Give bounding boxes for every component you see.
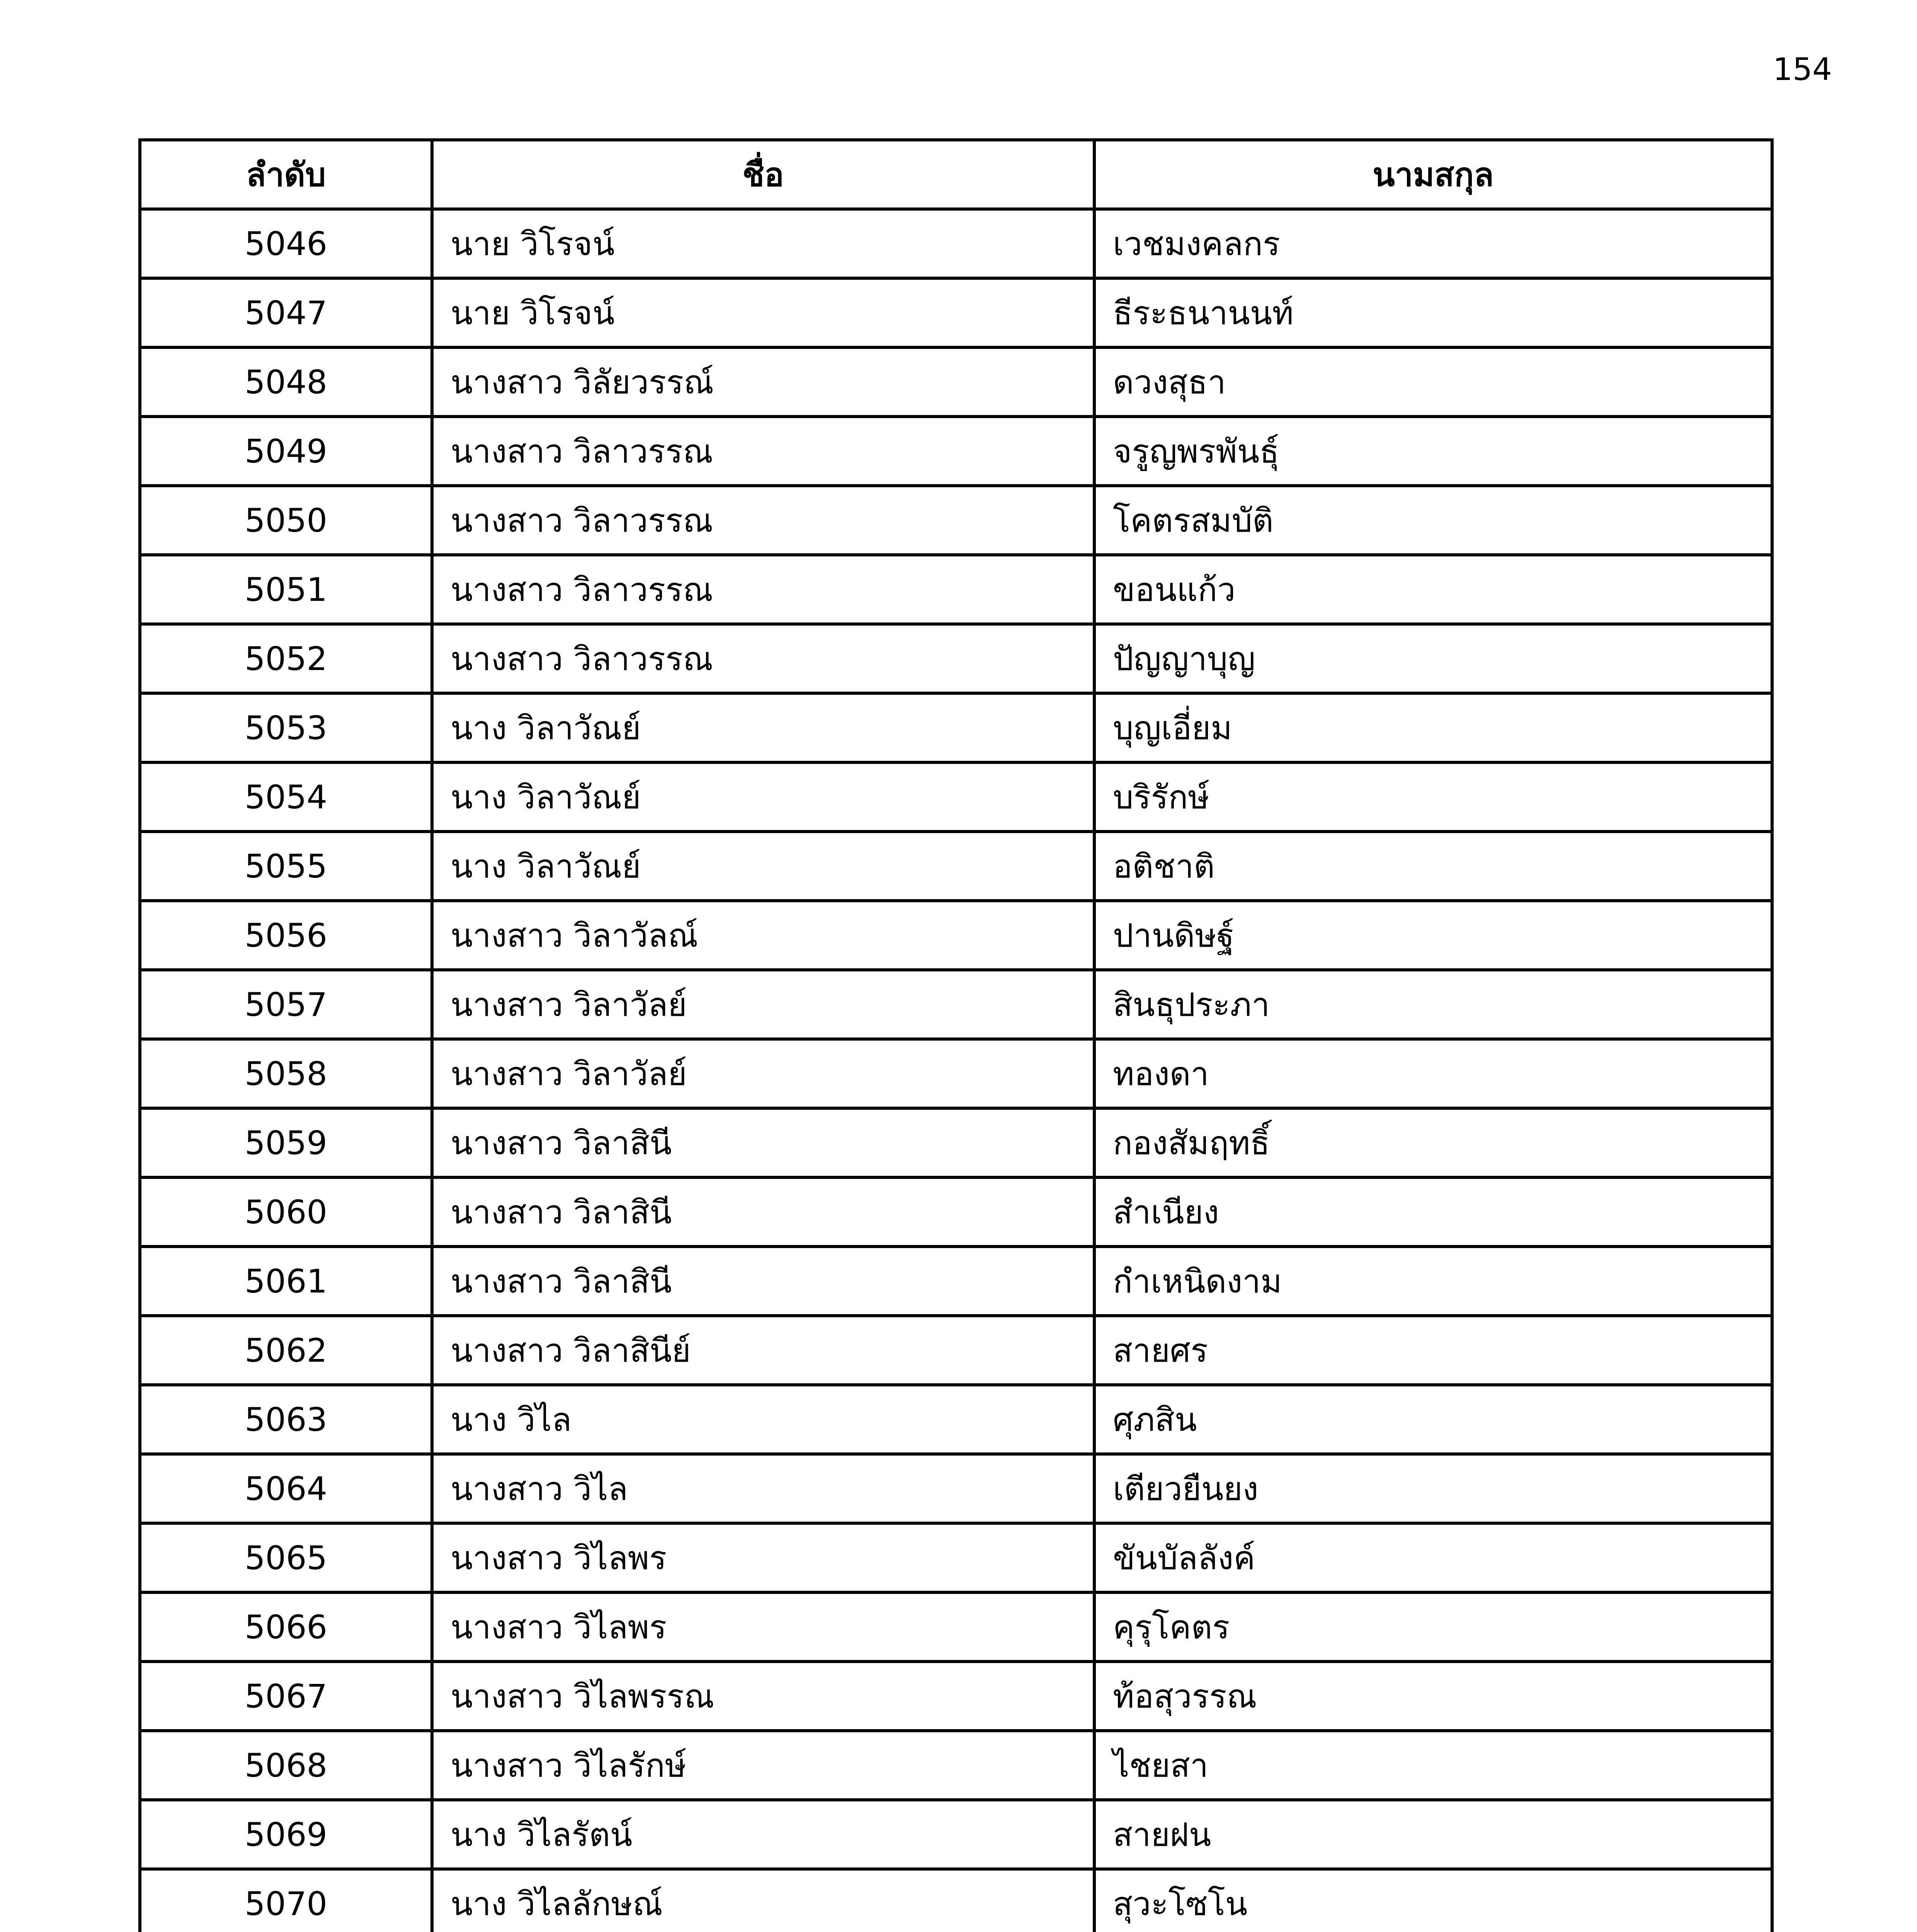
last-name-cell: สายฝน	[1094, 1800, 1772, 1869]
last-name-cell: เตียวยืนยง	[1094, 1454, 1772, 1523]
row-number-cell: 5060	[140, 1177, 432, 1247]
first-name-cell: นาง วิลาวัณย์	[432, 693, 1094, 762]
last-name-cell: สินธุประภา	[1094, 970, 1772, 1039]
first-name-cell: นางสาว วิลาสินี	[432, 1247, 1094, 1316]
first-name-cell: นางสาว วิไลรักษ์	[432, 1731, 1094, 1800]
table-row	[140, 693, 1772, 762]
last-name-cell: จรูญพรพันธุ์	[1094, 417, 1772, 486]
row-number-cell: 5061	[140, 1247, 432, 1316]
row-number-cell: 5057	[140, 970, 432, 1039]
first-name-cell: นาย วิโรจน์	[432, 278, 1094, 347]
last-name-cell: บริรักษ์	[1094, 762, 1772, 832]
last-name-cell: ขันบัลลังค์	[1094, 1523, 1772, 1592]
first-name-cell: นาง วิไลรัตน์	[432, 1800, 1094, 1869]
row-number-cell: 5064	[140, 1454, 432, 1523]
row-number-cell: 5050	[140, 486, 432, 555]
table-row	[140, 278, 1772, 347]
last-name-cell: ดวงสุธา	[1094, 347, 1772, 417]
header-last-name: นามสกุล	[1094, 140, 1772, 209]
first-name-cell: นางสาว วิลาวรรณ	[432, 624, 1094, 693]
first-name-cell: นางสาว วิไลพร	[432, 1523, 1094, 1592]
first-name-cell: นางสาว วิลาสินี	[432, 1177, 1094, 1247]
row-number-cell: 5047	[140, 278, 432, 347]
table-row	[140, 1039, 1772, 1108]
first-name-cell: นาย วิโรจน์	[432, 209, 1094, 278]
last-name-cell: ท้อสุวรรณ	[1094, 1662, 1772, 1731]
table-row	[140, 347, 1772, 417]
row-number-cell: 5053	[140, 693, 432, 762]
table-header	[140, 140, 1772, 209]
last-name-cell: ศุภสิน	[1094, 1385, 1772, 1454]
first-name-cell: นางสาว วิลาวรรณ	[432, 417, 1094, 486]
first-name-cell: นางสาว วิไล	[432, 1454, 1094, 1523]
row-number-cell: 5055	[140, 832, 432, 901]
row-number-cell: 5048	[140, 347, 432, 417]
row-number-cell: 5065	[140, 1523, 432, 1592]
row-number-cell: 5069	[140, 1800, 432, 1869]
table-row	[140, 1662, 1772, 1731]
table-row	[140, 1177, 1772, 1247]
header-order: ลำดับ	[140, 140, 432, 209]
table-row	[140, 762, 1772, 832]
last-name-cell: อติชาติ	[1094, 832, 1772, 901]
last-name-cell: ธีระธนานนท์	[1094, 278, 1772, 347]
last-name-cell: ไชยสา	[1094, 1731, 1772, 1800]
table-row	[140, 1592, 1772, 1662]
last-name-cell: ปานดิษฐ์	[1094, 901, 1772, 970]
table-row	[140, 486, 1772, 555]
row-number-cell: 5058	[140, 1039, 432, 1108]
first-name-cell: นางสาว วิลาวัลย์	[432, 970, 1094, 1039]
row-number-cell: 5067	[140, 1662, 432, 1731]
last-name-cell: บุญเอี่ยม	[1094, 693, 1772, 762]
header-row	[140, 140, 1772, 209]
row-number-cell: 5046	[140, 209, 432, 278]
last-name-cell: เวชมงคลกร	[1094, 209, 1772, 278]
table-row	[140, 417, 1772, 486]
first-name-cell: นางสาว วิไลพรรณ	[432, 1662, 1094, 1731]
row-number-cell: 5049	[140, 417, 432, 486]
row-number-cell: 5062	[140, 1316, 432, 1385]
last-name-cell: ทองดา	[1094, 1039, 1772, 1108]
table-row	[140, 1523, 1772, 1592]
row-number-cell: 5056	[140, 901, 432, 970]
table-row	[140, 1108, 1772, 1177]
name-list-table	[138, 138, 1774, 1932]
header-first-name: ชื่อ	[432, 140, 1094, 209]
last-name-cell: คุรุโคตร	[1094, 1592, 1772, 1662]
table-row	[140, 624, 1772, 693]
first-name-cell: นางสาว วิลาวรรณ	[432, 486, 1094, 555]
first-name-cell: นางสาว วิลาสินีย์	[432, 1316, 1094, 1385]
row-number-cell: 5054	[140, 762, 432, 832]
first-name-cell: นาง วิไล	[432, 1385, 1094, 1454]
table-row	[140, 1247, 1772, 1316]
table-row	[140, 832, 1772, 901]
last-name-cell: กำเหนิดงาม	[1094, 1247, 1772, 1316]
last-name-cell: ปัญญาบุญ	[1094, 624, 1772, 693]
last-name-cell: สุวะโซโน	[1094, 1869, 1772, 1932]
first-name-cell: นาง วิลาวัณย์	[432, 832, 1094, 901]
table-row	[140, 1800, 1772, 1869]
table-row	[140, 1454, 1772, 1523]
last-name-cell: สายศร	[1094, 1316, 1772, 1385]
table-body	[140, 209, 1772, 1932]
last-name-cell: กองสัมฤทธิ์	[1094, 1108, 1772, 1177]
table-row	[140, 209, 1772, 278]
row-number-cell: 5063	[140, 1385, 432, 1454]
first-name-cell: นางสาว วิลาวัลย์	[432, 1039, 1094, 1108]
table-row	[140, 555, 1772, 624]
page-number: 154	[1773, 51, 1832, 87]
row-number-cell: 5070	[140, 1869, 432, 1932]
first-name-cell: นางสาว วิไลพร	[432, 1592, 1094, 1662]
last-name-cell: สำเนียง	[1094, 1177, 1772, 1247]
row-number-cell: 5052	[140, 624, 432, 693]
row-number-cell: 5051	[140, 555, 432, 624]
first-name-cell: นางสาว วิลาวัลณ์	[432, 901, 1094, 970]
first-name-cell: นาง วิไลลักษณ์	[432, 1869, 1094, 1932]
row-number-cell: 5068	[140, 1731, 432, 1800]
first-name-cell: นางสาว วิลาวรรณ	[432, 555, 1094, 624]
table-row	[140, 1869, 1772, 1932]
last-name-cell: ขอนแก้ว	[1094, 555, 1772, 624]
table-row	[140, 1731, 1772, 1800]
last-name-cell: โคตรสมบัติ	[1094, 486, 1772, 555]
row-number-cell: 5059	[140, 1108, 432, 1177]
table-row	[140, 1385, 1772, 1454]
table-row	[140, 1316, 1772, 1385]
first-name-cell: นาง วิลาวัณย์	[432, 762, 1094, 832]
first-name-cell: นางสาว วิลัยวรรณ์	[432, 347, 1094, 417]
table-row	[140, 901, 1772, 970]
table-row	[140, 970, 1772, 1039]
row-number-cell: 5066	[140, 1592, 432, 1662]
first-name-cell: นางสาว วิลาสินี	[432, 1108, 1094, 1177]
